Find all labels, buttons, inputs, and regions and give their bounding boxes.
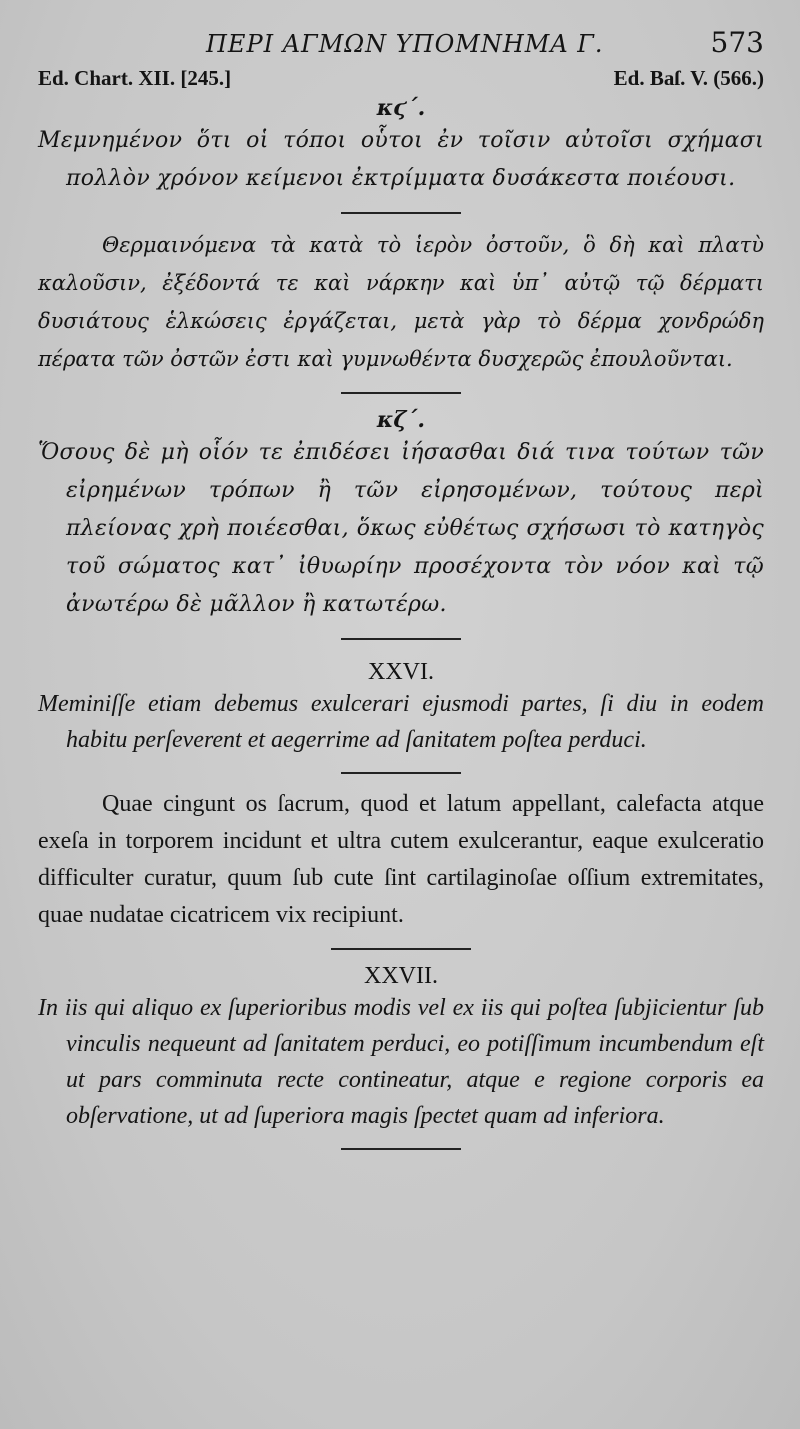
page-number: 573	[710, 26, 764, 59]
divider	[341, 1148, 461, 1150]
section-number-greek-27: κζ΄.	[376, 407, 426, 433]
divider	[341, 772, 461, 774]
latin-aphorism-27: In iis qui aliquo ex ſuperioribus modis vel ex iis qui poſtea ſubjicientur ſub vinculis nequeunt ad ſanitatem perduci, eo potiſſimum incumbendum eſt ut pars comminuta recte contineatur, atque e regione corporis ea obſervatione, ut ad ſuperiora magis ſpectet quam ad inferiora.	[38, 995, 764, 1129]
divider	[341, 392, 461, 394]
section-number-greek-26: κϛ΄.	[376, 95, 426, 121]
divider	[331, 948, 471, 950]
page-title: ΠΕΡΙ ΑΓΜΩΝ ΥΠΟΜΝΗΜΑ Γ.	[206, 30, 604, 58]
edition-chartier: Ed. Chart. XII. [245.]	[38, 66, 232, 90]
edition-references	[38, 66, 764, 94]
divider	[341, 212, 461, 214]
section-number-latin-26: XXVI.	[368, 659, 434, 685]
edition-basel: Ed. Baſ. V. (566.)	[613, 66, 764, 90]
divider	[341, 638, 461, 640]
latin-commentary-26: Quae cingunt os ſacrum, quod et latum appellant, calefacta atque exeſa in torporem incidunt et ultra cutem exulcerantur, eaque exulceratio difficulter curatur, quum ſub cute ſint cartilaginoſae oſſium extremitates, quae nudatae cicatricem vix recipiunt.	[38, 791, 764, 928]
running-head	[38, 26, 764, 66]
section-number-latin-27: XXVII.	[364, 963, 438, 989]
greek-aphorism-26: Μεμνημένον ὅτι οἱ τόποι οὗτοι ἐν τοῖσιν αὐτοῖσι σχήμασι πολλὸν χρόνον κείμενοι ἐκτρίμματα δυσάκεστα ποιέουσι.	[38, 128, 764, 191]
latin-aphorism-26: Meminiſſe etiam debemus exulcerari ejusmodi partes, ſi diu in eodem habitu perſeverent et aegerrime ad ſanitatem poſtea perduci.	[38, 691, 764, 753]
greek-aphorism-27: Ὅσους δὲ μὴ οἷόν τε ἐπιδέσει ἰήσασθαι διά τινα τούτων τῶν εἰρημένων τρόπων ἢ τῶν εἰρησομένων, τούτους περὶ πλείονας χρὴ ποιέεσθαι, ὅκως εὐθέτως σχήσωσι τὸ κατηγὸς τοῦ σώματος κατ᾽ ἰθυωρίην προσέχοντα τὸν νόον καὶ τῷ ἀνωτέρω δὲ μᾶλλον ἢ κατωτέρω.	[38, 440, 764, 617]
greek-commentary-26: Θερμαινόμενα τὰ κατὰ τὸ ἱερὸν ὀστοῦν, ὃ δὴ καὶ πλατὺ καλοῦσιν, ἐξέδοντά τε καὶ νάρκην καὶ ὑπ᾽ αὐτῷ τῷ δέρματι δυσιάτους ἑλκώσεις ἐργάζεται, μετὰ γὰρ τὸ δέρμα χονδρώδη πέρατα τῶν ὀστῶν ἐστι καὶ γυμνωθέντα δυσχερῶς ἐπουλοῦνται.	[38, 233, 764, 371]
